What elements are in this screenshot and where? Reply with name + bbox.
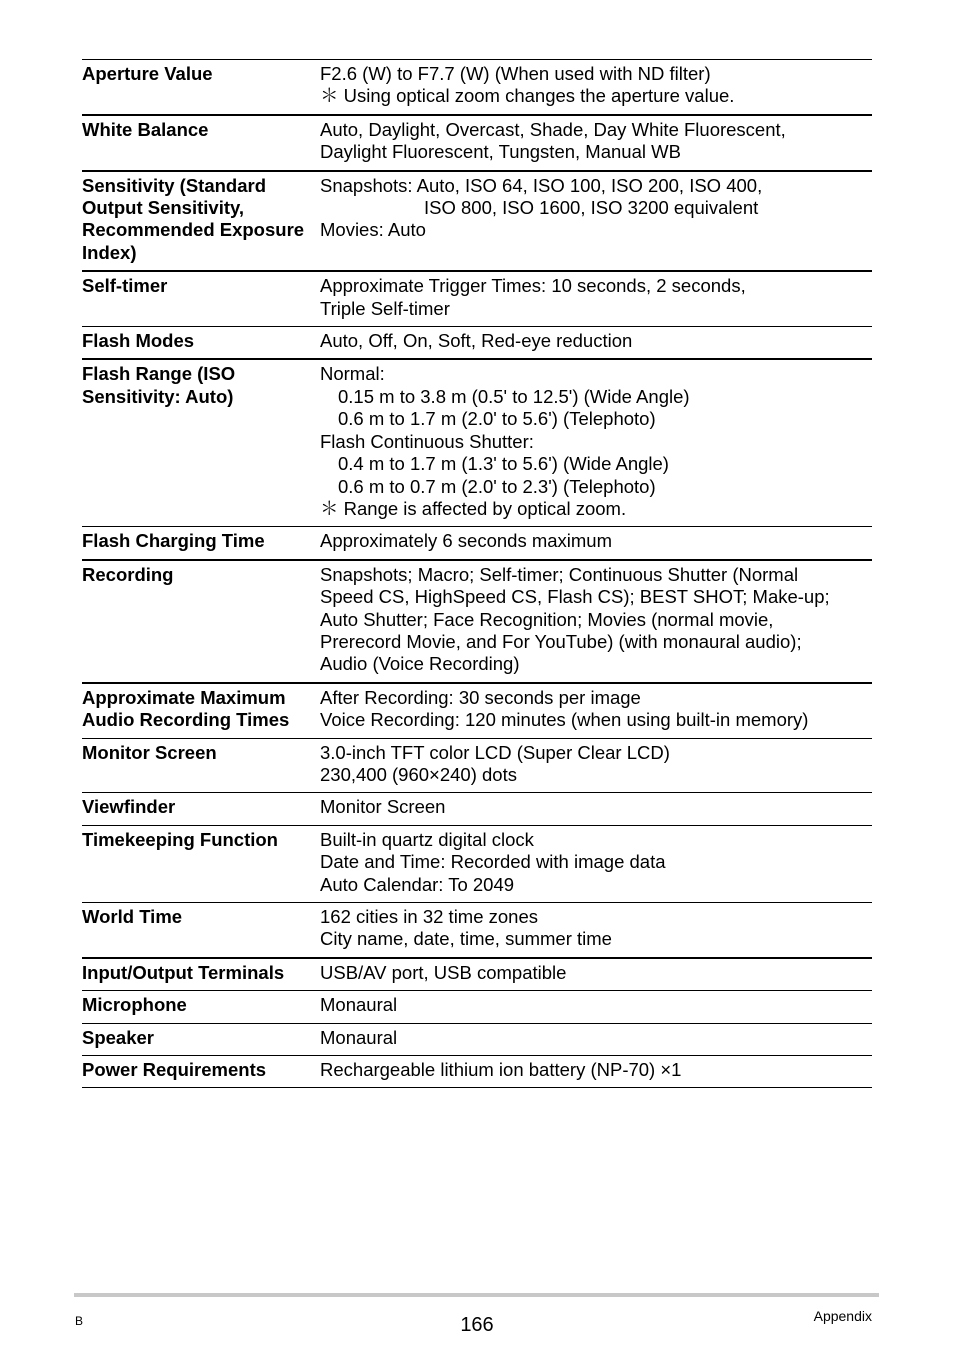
spec-value xyxy=(320,962,872,984)
spec-value-line: Flash Continuous Shutter: xyxy=(320,430,534,452)
spec-value xyxy=(320,564,872,676)
spec-value xyxy=(320,742,872,787)
spec-value-line: Monitor Screen xyxy=(320,796,446,818)
spec-value-line: ISO 800, ISO 1600, ISO 3200 equivalent xyxy=(424,197,759,219)
footer-divider xyxy=(74,1293,879,1297)
spec-label: Flash Range (ISO Sensitivity: Auto) xyxy=(82,363,236,407)
spec-value-line: 0.6 m to 0.7 m (2.0' to 2.3') (Telephoto) xyxy=(338,475,656,497)
spec-row xyxy=(82,116,872,172)
spec-value xyxy=(320,119,872,164)
spec-value xyxy=(320,1059,872,1081)
spec-value xyxy=(320,906,872,951)
page-number: 166 xyxy=(460,1314,494,1336)
spec-value-line: Movies: Auto xyxy=(320,219,426,241)
spec-row xyxy=(82,903,872,959)
spec-row xyxy=(82,1056,872,1088)
spec-value-line: Speed CS, HighSpeed CS, Flash CS); BEST SHOT; Make-up; xyxy=(320,586,830,608)
spec-label: Sensitivity (Standard Output Sensitivity, Recommended Exposure Index) xyxy=(82,174,305,263)
spec-label: Flash Charging Time xyxy=(82,530,265,552)
spec-value-line: Snapshots; Macro; Self-timer; Continuous Shutter (Normal xyxy=(320,563,799,585)
spec-label: Input/Output Terminals xyxy=(82,961,285,983)
spec-value-line: Monaural xyxy=(320,1026,398,1048)
spec-value-line: Auto, Daylight, Overcast, Shade, Day White Fluorescent, xyxy=(320,118,786,140)
spec-value-line: Built-in quartz digital clock xyxy=(320,828,534,850)
spec-value xyxy=(320,275,872,320)
spec-value xyxy=(320,363,872,520)
spec-row xyxy=(82,60,872,116)
spec-row xyxy=(82,684,872,739)
spec-label: Approximate Maximum Audio Recording Times xyxy=(82,686,290,731)
spec-row xyxy=(82,527,872,560)
spec-value xyxy=(320,687,872,732)
spec-label: Self-timer xyxy=(82,275,168,297)
spec-value xyxy=(320,796,872,818)
spec-label: White Balance xyxy=(82,118,209,140)
spec-value-line: Date and Time: Recorded with image data xyxy=(320,851,666,873)
spec-row xyxy=(82,172,872,273)
spec-value-line: Audio (Voice Recording) xyxy=(320,653,520,675)
spec-row xyxy=(82,272,872,327)
spec-row xyxy=(82,360,872,527)
spec-value-line: 0.4 m to 1.7 m (1.3' to 5.6') (Wide Angle) xyxy=(338,453,669,475)
spec-row xyxy=(82,826,872,903)
spec-label: Aperture Value xyxy=(82,63,213,84)
spec-value xyxy=(320,175,872,265)
spec-label: World Time xyxy=(82,906,183,927)
spec-value-line: Daylight Fluorescent, Tungsten, Manual WB xyxy=(320,141,681,163)
spec-value-line: 0.15 m to 3.8 m (0.5' to 12.5') (Wide Angle) xyxy=(338,385,690,407)
spec-value-line: Snapshots: Auto, ISO 64, ISO 100, ISO 200, ISO 400, xyxy=(320,174,763,196)
spec-row xyxy=(82,327,872,360)
spec-value-line: Approximately 6 seconds maximum xyxy=(320,530,612,552)
spec-label: Flash Modes xyxy=(82,330,195,352)
spec-row xyxy=(82,959,872,991)
spec-value-line: City name, date, time, summer time xyxy=(320,928,612,950)
spec-value-line: Triple Self-timer xyxy=(320,297,450,319)
spec-value-line: Approximate Trigger Times: 10 seconds, 2 seconds, xyxy=(320,275,746,297)
spec-value xyxy=(320,530,872,552)
spec-value-line: Auto Shutter; Face Recognition; Movies (normal movie, xyxy=(320,608,774,630)
footer-marker: B xyxy=(75,1314,84,1328)
spec-label: Recording xyxy=(82,563,174,585)
spec-row xyxy=(82,1024,872,1056)
spec-value-line: 230,400 (960×240) dots xyxy=(320,763,517,785)
spec-value-line: Voice Recording: 120 minutes (when using built-in memory) xyxy=(320,709,809,731)
spec-label: Power Requirements xyxy=(82,1059,267,1081)
spec-value-line: ＊ Using optical zoom changes the aperture value. xyxy=(320,85,735,107)
spec-value-line: After Recording: 30 seconds per image xyxy=(320,686,641,708)
spec-value xyxy=(320,1027,872,1049)
spec-value xyxy=(320,330,872,352)
spec-label: Speaker xyxy=(82,1026,154,1048)
spec-value-line: Normal: xyxy=(320,363,385,385)
spec-value-line: Rechargeable lithium ion battery (NP-70) ×1 xyxy=(320,1059,682,1081)
spec-label: Viewfinder xyxy=(82,796,176,818)
section-name: Appendix xyxy=(813,1308,872,1324)
spec-row xyxy=(82,793,872,825)
spec-value-line: F2.6 (W) to F7.7 (W) (When used with ND filter) xyxy=(320,63,711,84)
spec-row xyxy=(82,991,872,1023)
spec-label: Microphone xyxy=(82,994,187,1016)
spec-label: Monitor Screen xyxy=(82,741,217,763)
spec-value-line: 162 cities in 32 time zones xyxy=(320,906,539,927)
spec-value-line: Auto Calendar: To 2049 xyxy=(320,873,515,895)
spec-value-line: USB/AV port, USB compatible xyxy=(320,961,567,983)
spec-value xyxy=(320,63,872,108)
spec-value xyxy=(320,994,872,1016)
spec-value-line: ＊ Range is affected by optical zoom. xyxy=(320,497,627,519)
spec-value-line: Auto, Off, On, Soft, Red-eye reduction xyxy=(320,330,633,352)
spec-table xyxy=(82,59,872,1088)
spec-value-line: Monaural xyxy=(320,994,398,1016)
spec-row xyxy=(82,561,872,684)
spec-label: Timekeeping Function xyxy=(82,828,278,850)
spec-value-line: 0.6 m to 1.7 m (2.0' to 5.6') (Telephoto) xyxy=(338,408,656,430)
spec-value-line: Prerecord Movie, and For YouTube) (with monaural audio); xyxy=(320,630,802,652)
spec-value-line: 3.0-inch TFT color LCD (Super Clear LCD) xyxy=(320,741,670,763)
spec-row xyxy=(82,739,872,794)
spec-value xyxy=(320,829,872,896)
